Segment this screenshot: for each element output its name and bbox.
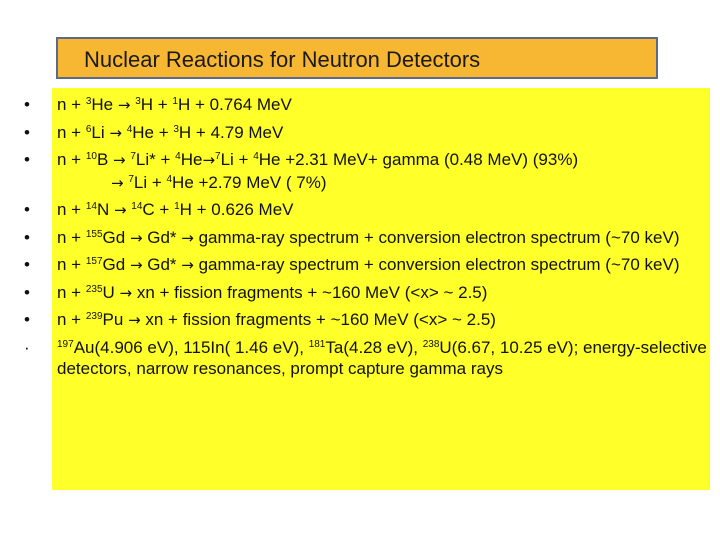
bullet: • — [24, 282, 30, 302]
reaction-list — [22, 94, 712, 385]
arrow-icon: → — [117, 96, 131, 114]
bullet: • — [24, 227, 30, 247]
list-item-pu239: • n + $^{239}$Pu → xn + fission fragments + ~160 MeV (<x> ~ 2.5) — [24, 310, 496, 329]
list-item-n14: • n + $^{14}$N → $^{14}$C + $^1$H + 0.626 MeV — [24, 200, 294, 219]
arrow-icon: → — [181, 256, 194, 274]
list-item-li6: • n + $^6$Li → $^4$He + $^3$H + 4.79 MeV — [24, 122, 284, 142]
bullet: • — [24, 150, 30, 169]
arrow-icon: → — [111, 173, 124, 192]
arrow-icon: → — [181, 228, 194, 247]
list-item-resonances: · $^{197}$Au(4.906 eV), 115In( 1.46 eV), $^{181}$Ta(4.28 eV), $^{238}$U(6.67, 10.25 eV); energy-selective detectors, narrow resonances, prompt capture gamma rays — [24, 337, 707, 378]
arrow-icon: → — [113, 151, 126, 169]
b10-branch-line: → $^7$Li + $^4$He +2.79 MeV ( 7%) — [111, 172, 327, 192]
arrow-icon: → — [109, 123, 122, 142]
arrow-icon: → — [202, 151, 216, 169]
bullet: • — [24, 255, 30, 274]
list-item-he3: • n + $^3$He → $^3$H + $^1$H + 0.764 MeV — [24, 95, 292, 114]
list-item-gd157: • n + $^{157}$Gd → Gd* → gamma-ray spectrum + conversion electron spectrum (~70 keV) — [24, 255, 680, 274]
list-item-gd155: • n + $^{155}$Gd → Gd* → gamma-ray spectrum + conversion electron spectrum (~70 keV) — [24, 227, 680, 247]
list-item-u235: • n + $^{235}$U → xn + fission fragments + ~160 MeV (<x> ~ 2.5) — [24, 282, 488, 302]
arrow-icon: → — [113, 201, 127, 219]
arrow-icon: → — [128, 311, 141, 329]
slide-title: Nuclear Reactions for Neutron Detectors — [84, 47, 481, 72]
bullet: • — [24, 310, 30, 329]
arrow-icon: → — [119, 283, 133, 302]
bullet: • — [24, 200, 30, 219]
bullet: · — [24, 337, 30, 357]
arrow-icon: → — [129, 228, 143, 247]
list-item-b10: • n + $^{10}$B → $^7$Li* + $^4$He→$^7$Li + $^4$He +2.31 MeV+ gamma (0.48 MeV) (93%) → $^7$Li + $^4$He +2.79 MeV ( 7%) — [22, 149, 712, 194]
title-box — [56, 37, 658, 79]
bullet: • — [24, 95, 30, 114]
bullet: • — [24, 122, 30, 142]
arrow-icon: → — [129, 256, 143, 274]
